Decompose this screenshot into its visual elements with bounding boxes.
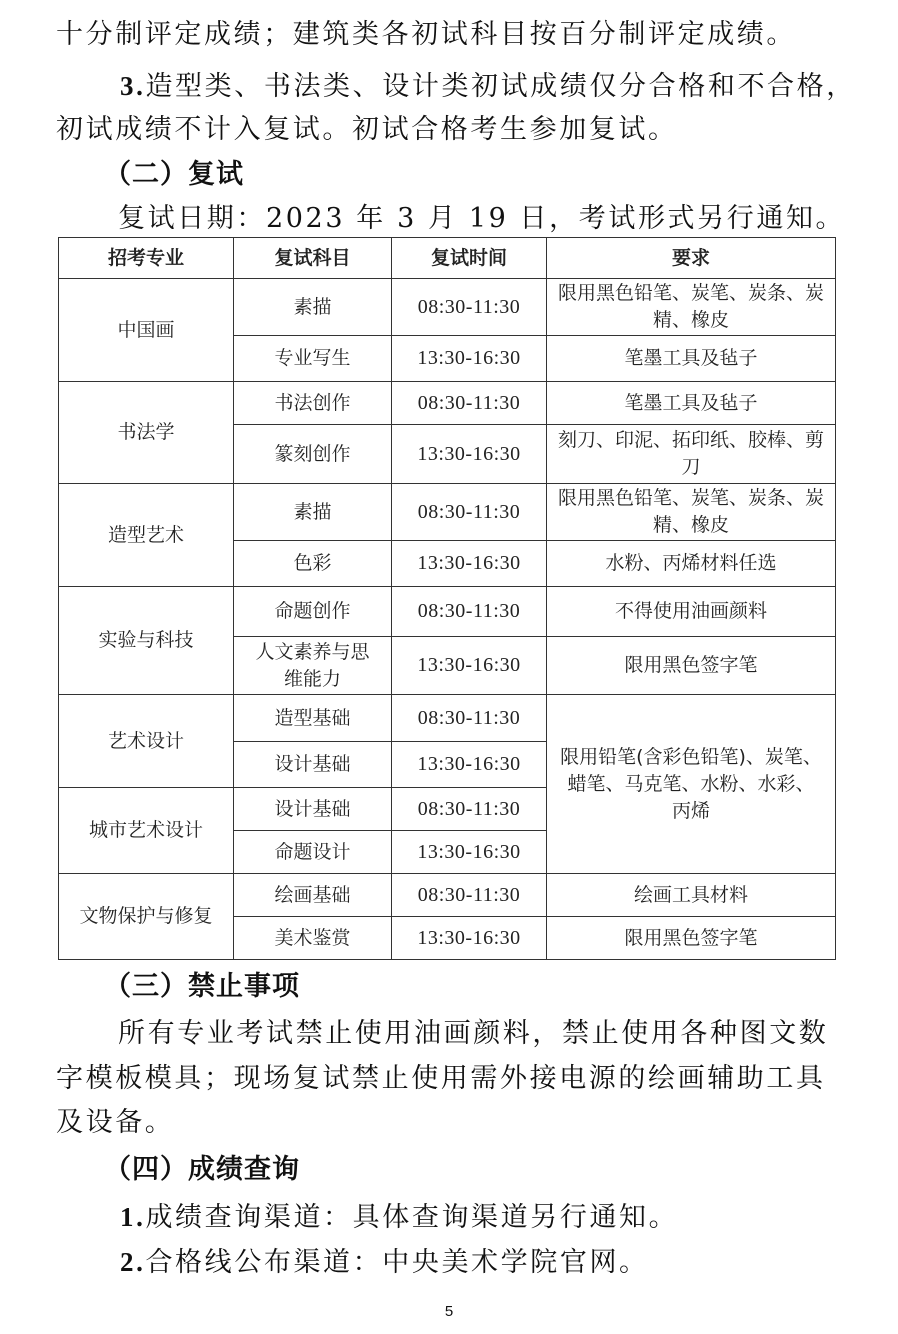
subject-cell: 设计基础 [234, 788, 392, 831]
header-major: 招考专业 [59, 238, 234, 279]
intro-item-3 [120, 67, 856, 106]
subject-cell: 人文素养与思维能力 [234, 637, 392, 695]
time-cell: 13:30-16:30 [392, 917, 547, 960]
requirement-cell: 限用黑色铅笔、炭笔、炭条、炭精、橡皮 [547, 484, 836, 541]
item-number: 1. [120, 1202, 146, 1232]
time-cell: 13:30-16:30 [392, 637, 547, 695]
page-number: 5 [444, 1303, 454, 1320]
section-2-heading: （二）复试 [104, 159, 244, 190]
table-row [59, 587, 836, 637]
subject-cell: 色彩 [234, 541, 392, 587]
major-cell: 书法学 [59, 382, 234, 484]
table-row [59, 874, 836, 917]
requirement-cell: 绘画工具材料 [547, 874, 836, 917]
time-cell: 13:30-16:30 [392, 831, 547, 874]
requirement-cell: 限用黑色铅笔、炭笔、炭条、炭精、橡皮 [547, 279, 836, 336]
requirement-cell: 限用黑色签字笔 [547, 637, 836, 695]
time-cell: 08:30-11:30 [392, 382, 547, 425]
header-subject: 复试科目 [234, 238, 392, 279]
time-cell: 08:30-11:30 [392, 484, 547, 541]
requirement-cell: 刻刀、印泥、拓印纸、胶棒、剪刀 [547, 425, 836, 484]
score-query-item-2 [120, 1243, 649, 1282]
item-number: 2. [120, 1247, 146, 1277]
subject-cell: 设计基础 [234, 742, 392, 788]
prohibition-line-2: 字模板模具；现场复试禁止使用需外接电源的绘画辅助工具 [56, 1063, 826, 1094]
subject-cell: 篆刻创作 [234, 425, 392, 484]
header-requirement: 要求 [547, 238, 836, 279]
subject-cell: 书法创作 [234, 382, 392, 425]
item-text: 成绩查询渠道：具体查询渠道另行通知。 [145, 1202, 679, 1233]
score-query-item-1 [120, 1198, 678, 1237]
intro-line-3: 初试成绩不计入复试。初试合格考生参加复试。 [56, 114, 678, 145]
intro-line-2: 造型类、书法类、设计类初试成绩仅分合格和不合格， [145, 71, 856, 102]
table-row [59, 484, 836, 541]
time-cell: 08:30-11:30 [392, 695, 547, 742]
section-3-heading: （三）禁止事项 [104, 971, 300, 1002]
subject-cell: 专业写生 [234, 336, 392, 382]
requirement-cell: 限用黑色签字笔 [547, 917, 836, 960]
prohibition-line-3: 及设备。 [56, 1107, 175, 1138]
major-cell: 城市艺术设计 [59, 788, 234, 874]
time-cell: 13:30-16:30 [392, 541, 547, 587]
time-cell: 08:30-11:30 [392, 587, 547, 637]
requirement-cell: 不得使用油画颜料 [547, 587, 836, 637]
table-row [59, 382, 836, 425]
item-text: 合格线公布渠道：中央美术学院官网。 [145, 1247, 649, 1278]
major-cell: 艺术设计 [59, 695, 234, 788]
major-cell: 中国画 [59, 279, 234, 382]
major-cell: 造型艺术 [59, 484, 234, 587]
section-4-heading: （四）成绩查询 [104, 1154, 300, 1185]
requirement-cell: 笔墨工具及毡子 [547, 382, 836, 425]
major-cell: 文物保护与修复 [59, 874, 234, 960]
subject-cell: 美术鉴赏 [234, 917, 392, 960]
table-header-row [59, 238, 836, 279]
time-cell: 13:30-16:30 [392, 425, 547, 484]
major-cell: 实验与科技 [59, 587, 234, 695]
table-row [59, 695, 836, 742]
table-row [59, 279, 836, 336]
subject-cell: 造型基础 [234, 695, 392, 742]
time-cell: 08:30-11:30 [392, 874, 547, 917]
time-cell: 08:30-11:30 [392, 279, 547, 336]
subject-cell: 命题创作 [234, 587, 392, 637]
design-shared-requirement-cell: 限用铅笔(含彩色铅笔)、炭笔、蜡笔、马克笔、水粉、水彩、丙烯 [547, 695, 836, 874]
prohibition-line-1: 所有专业考试禁止使用油画颜料，禁止使用各种图文数 [118, 1018, 829, 1049]
subject-cell: 素描 [234, 279, 392, 336]
time-cell: 13:30-16:30 [392, 336, 547, 382]
subject-cell: 命题设计 [234, 831, 392, 874]
intro-line-1: 十分制评定成绩；建筑类各初试科目按百分制评定成绩。 [56, 19, 796, 50]
header-time: 复试时间 [392, 238, 547, 279]
subject-cell: 素描 [234, 484, 392, 541]
requirement-cell: 笔墨工具及毡子 [547, 336, 836, 382]
retest-schedule-table [58, 237, 836, 960]
time-cell: 13:30-16:30 [392, 742, 547, 788]
subject-cell: 绘画基础 [234, 874, 392, 917]
intro-item-number: 3. [120, 71, 146, 101]
requirement-cell: 水粉、丙烯材料任选 [547, 541, 836, 587]
time-cell: 08:30-11:30 [392, 788, 547, 831]
retest-date-line: 复试日期：2023 年 3 月 19 日，考试形式另行通知。 [118, 203, 846, 234]
